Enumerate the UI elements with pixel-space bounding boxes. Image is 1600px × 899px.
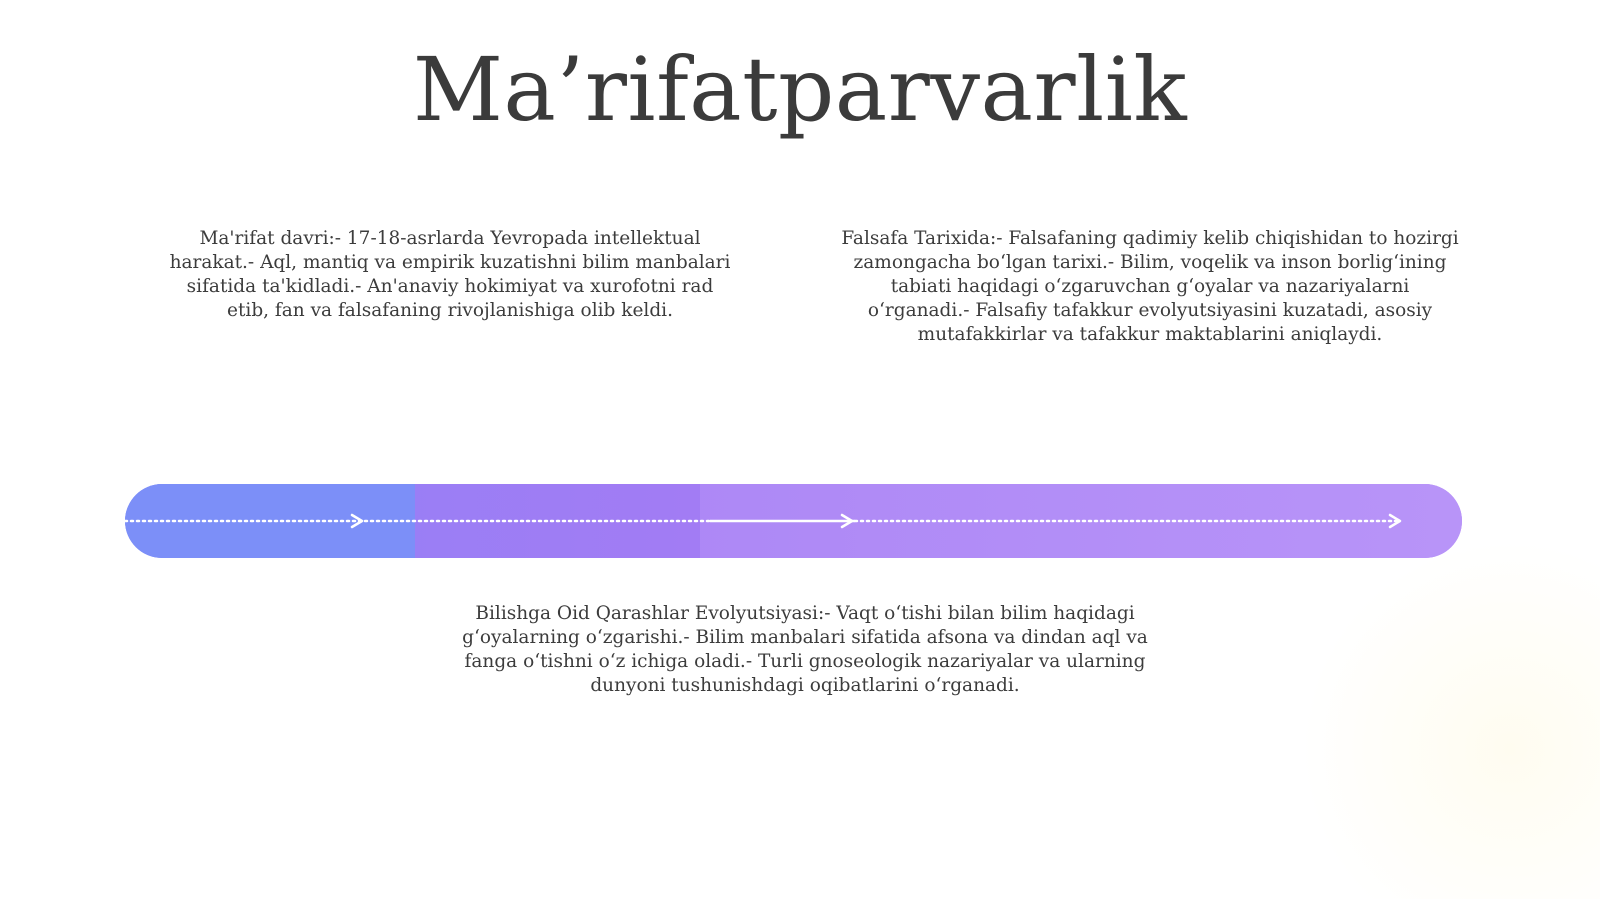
text-line: etib, fan va falsafaning rivojlanishiga olib keldi. — [227, 300, 673, 321]
text-block-history-of-philosophy — [830, 227, 1470, 347]
text-line: dunyoni tushunishdagi oqibatlarini o‘rganadi. — [590, 675, 1020, 696]
text-block-evolution-of-epistemic-views — [445, 602, 1165, 698]
text-line: Bilishga Oid Qarashlar Evolyutsiyasi:- Vaqt o‘tishi bilan bilim haqidagi — [475, 603, 1135, 624]
text-line: o‘rganadi.- Falsafiy tafakkur evolyutsiyasini kuzatadi, asosiy — [867, 300, 1433, 321]
text-block-enlightenment-era — [150, 227, 750, 323]
text-line: g‘oyalarning o‘zgarishi.- Bilim manbalari sifatida afsona va dindan aql va — [462, 627, 1148, 648]
timeline-arrows — [125, 484, 1462, 558]
timeline-bar — [125, 484, 1462, 558]
corner-glow-decoration — [1300, 539, 1600, 899]
text-line: harakat.- Aql, mantiq va empirik kuzatishni bilim manbalari — [169, 252, 731, 273]
text-line: sifatida ta'kidladi.- An'anaviy hokimiyat va xurofotni rad — [186, 276, 714, 297]
slide-title: Ma’rifatparvarlik — [412, 38, 1188, 141]
text-line: tabiati haqidagi o‘zgaruvchan g‘oyalar va nazariyalarni — [890, 276, 1410, 297]
text-line: zamongacha bo‘lgan tarixi.- Bilim, voqelik va inson borlig‘ining — [853, 252, 1447, 273]
text-line: Falsafa Tarixida:- Falsafaning qadimiy kelib chiqishidan to hozirgi — [841, 228, 1459, 249]
text-line: mutafakkirlar va tafakkur maktablarini aniqlaydi. — [917, 324, 1383, 345]
text-line: Ma'rifat davri:- 17-18-asrlarda Yevropada intellektual — [199, 228, 701, 249]
text-line: fanga o‘tishni o‘z ichiga oladi.- Turli gnoseologik nazariyalar va ularning — [464, 651, 1146, 672]
